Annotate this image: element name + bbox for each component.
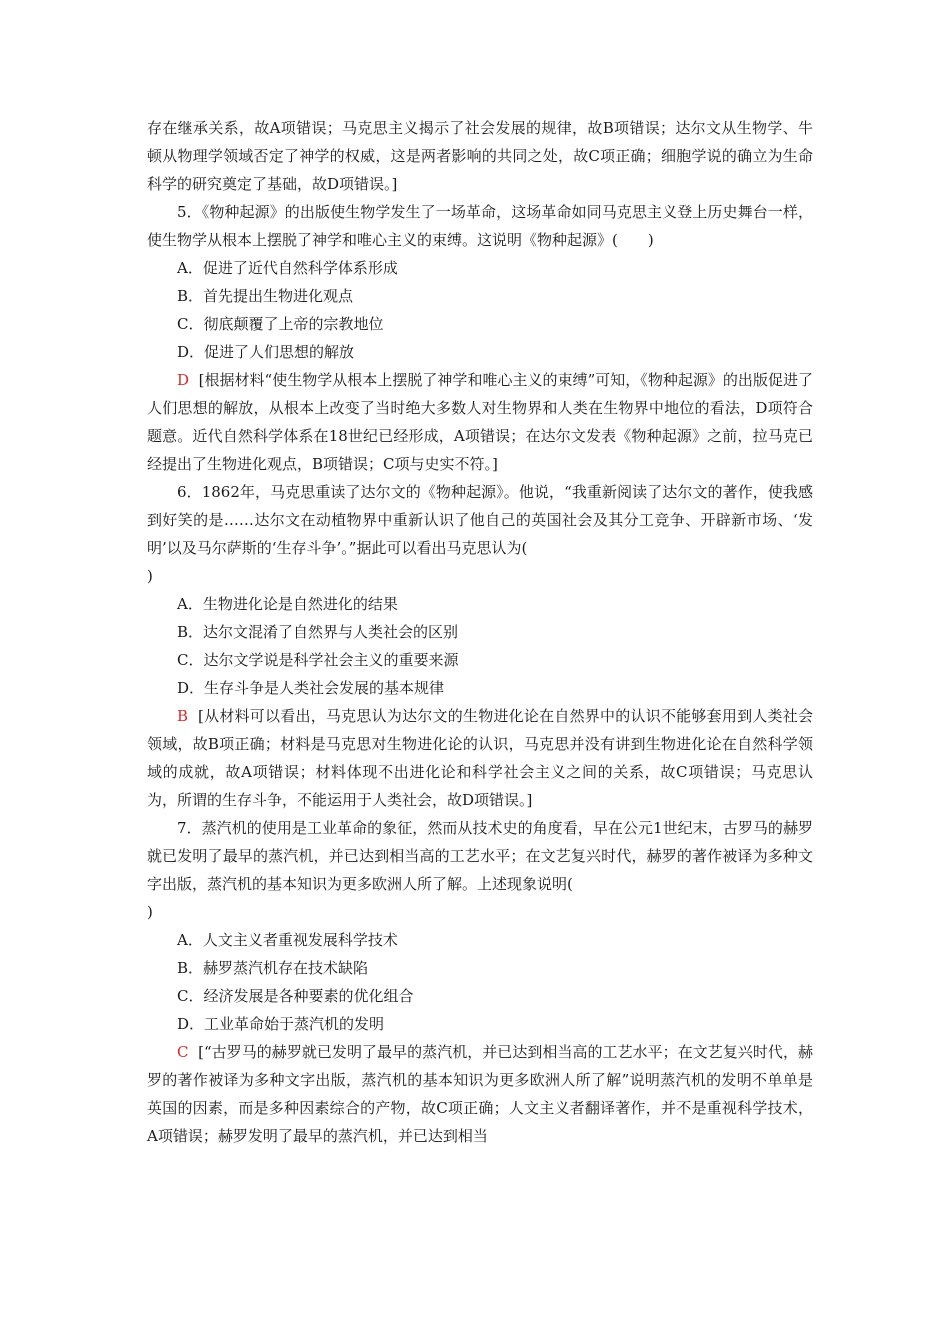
answer-explanation bbox=[147, 702, 813, 814]
document-page bbox=[147, 114, 813, 1150]
previous-explanation-continuation: 存在继承关系，故A项错误；马克思主义揭示了社会发展的规律，故B项错误；达尔文从生物学、牛顿从物理学领域否定了神学的权威，这是两者影响的共同之处，故C项正确；细胞学说的确立为生命科学的研究奠定了基础，故D项错误。] bbox=[147, 119, 813, 193]
option-c: C．彻底颠覆了上帝的宗教地位 bbox=[177, 315, 384, 333]
option-d: D．工业革命始于蒸汽机的发明 bbox=[177, 1015, 385, 1033]
explanation-text: [根据材料“使生物学从根本上摆脱了神学和唯心主义的束缚”可知，《物种起源》的出版促进了人们思想的解放，从根本上改变了当时绝大多数人对生物界和人类在生物界中地位的看法，D项符合题意。近代自然科学体系在18世纪已经形成，A项错误；在达尔文发表《物种起源》之前，拉马克已经提出了生物进化观点，B项错误；C项与史实不符。] bbox=[147, 371, 813, 473]
question-stem-tail: ) bbox=[147, 903, 153, 921]
explanation-text: [从材料可以看出，马克思认为达尔文的生物进化论在自然界中的认识不能够套用到人类社会领域，故B项正确；材料是马克思对生物进化论的认识，马克思并没有讲到生物进化论在自然科学领域的成就，故A项错误；材料体现不出进化论和科学社会主义之间的关系，故C项错误；马克思认为，所谓的生存斗争，不能运用于人类社会，故D项错误。] bbox=[147, 707, 813, 809]
option-d: D．促进了人们思想的解放 bbox=[177, 343, 355, 361]
question-5 bbox=[147, 198, 813, 478]
option-a: A．人文主义者重视发展科学技术 bbox=[177, 931, 398, 949]
question-stem-tail: ) bbox=[147, 567, 153, 585]
question-6 bbox=[147, 478, 813, 814]
option-c: C．经济发展是各种要素的优化组合 bbox=[177, 987, 414, 1005]
question-7 bbox=[147, 814, 813, 1150]
answer-letter: C bbox=[177, 1043, 189, 1061]
option-d: D．生存斗争是人类社会发展的基本规律 bbox=[177, 679, 445, 697]
option-b: B．达尔文混淆了自然界与人类社会的区别 bbox=[177, 623, 459, 641]
option-b: B．首先提出生物进化观点 bbox=[177, 287, 354, 305]
question-stem: 6．1862年，马克思重读了达尔文的《物种起源》。他说，“我重新阅读了达尔文的著作，使我感到好笑的是……达尔文在动植物界中重新认识了他自己的英国社会及其分工竞争、开辟新市场、‘发明’以及马尔萨斯的‘生存斗争’。”据此可以看出马克思认为( bbox=[147, 483, 813, 557]
question-stem: 7．蒸汽机的使用是工业革命的象征，然而从技术史的角度看，早在公元1世纪末，古罗马的赫罗就已发明了最早的蒸汽机，并已达到相当高的工艺水平；在文艺复兴时代，赫罗的著作被译为多种文字出版，蒸汽机的基本知识为更多欧洲人所了解。上述现象说明( bbox=[147, 819, 813, 893]
answer-explanation bbox=[147, 366, 813, 478]
option-b: B．赫罗蒸汽机存在技术缺陷 bbox=[177, 959, 369, 977]
answer-explanation bbox=[147, 1038, 813, 1150]
explanation-text: [“古罗马的赫罗就已发明了最早的蒸汽机，并已达到相当高的工艺水平；在文艺复兴时代，赫罗的著作被译为多种文字出版，蒸汽机的基本知识为更多欧洲人所了解”说明蒸汽机的发明不单单是英国的因素，而是多种因素综合的产物，故C项正确；人文主义者翻译著作，并不是重视科学技术，A项错误；赫罗发明了最早的蒸汽机，并已达到相当 bbox=[147, 1043, 813, 1145]
option-c: C．达尔文学说是科学社会主义的重要来源 bbox=[177, 651, 459, 669]
option-a: A．促进了近代自然科学体系形成 bbox=[177, 259, 398, 277]
question-stem: 5．《物种起源》的出版使生物学发生了一场革命，这场革命如同马克思主义登上历史舞台一样，使生物学从根本上摆脱了神学和唯心主义的束缚。这说明《物种起源》( ) bbox=[147, 203, 813, 249]
option-a: A．生物进化论是自然进化的结果 bbox=[177, 595, 398, 613]
answer-letter: B bbox=[177, 707, 189, 725]
answer-letter: D bbox=[177, 371, 190, 389]
